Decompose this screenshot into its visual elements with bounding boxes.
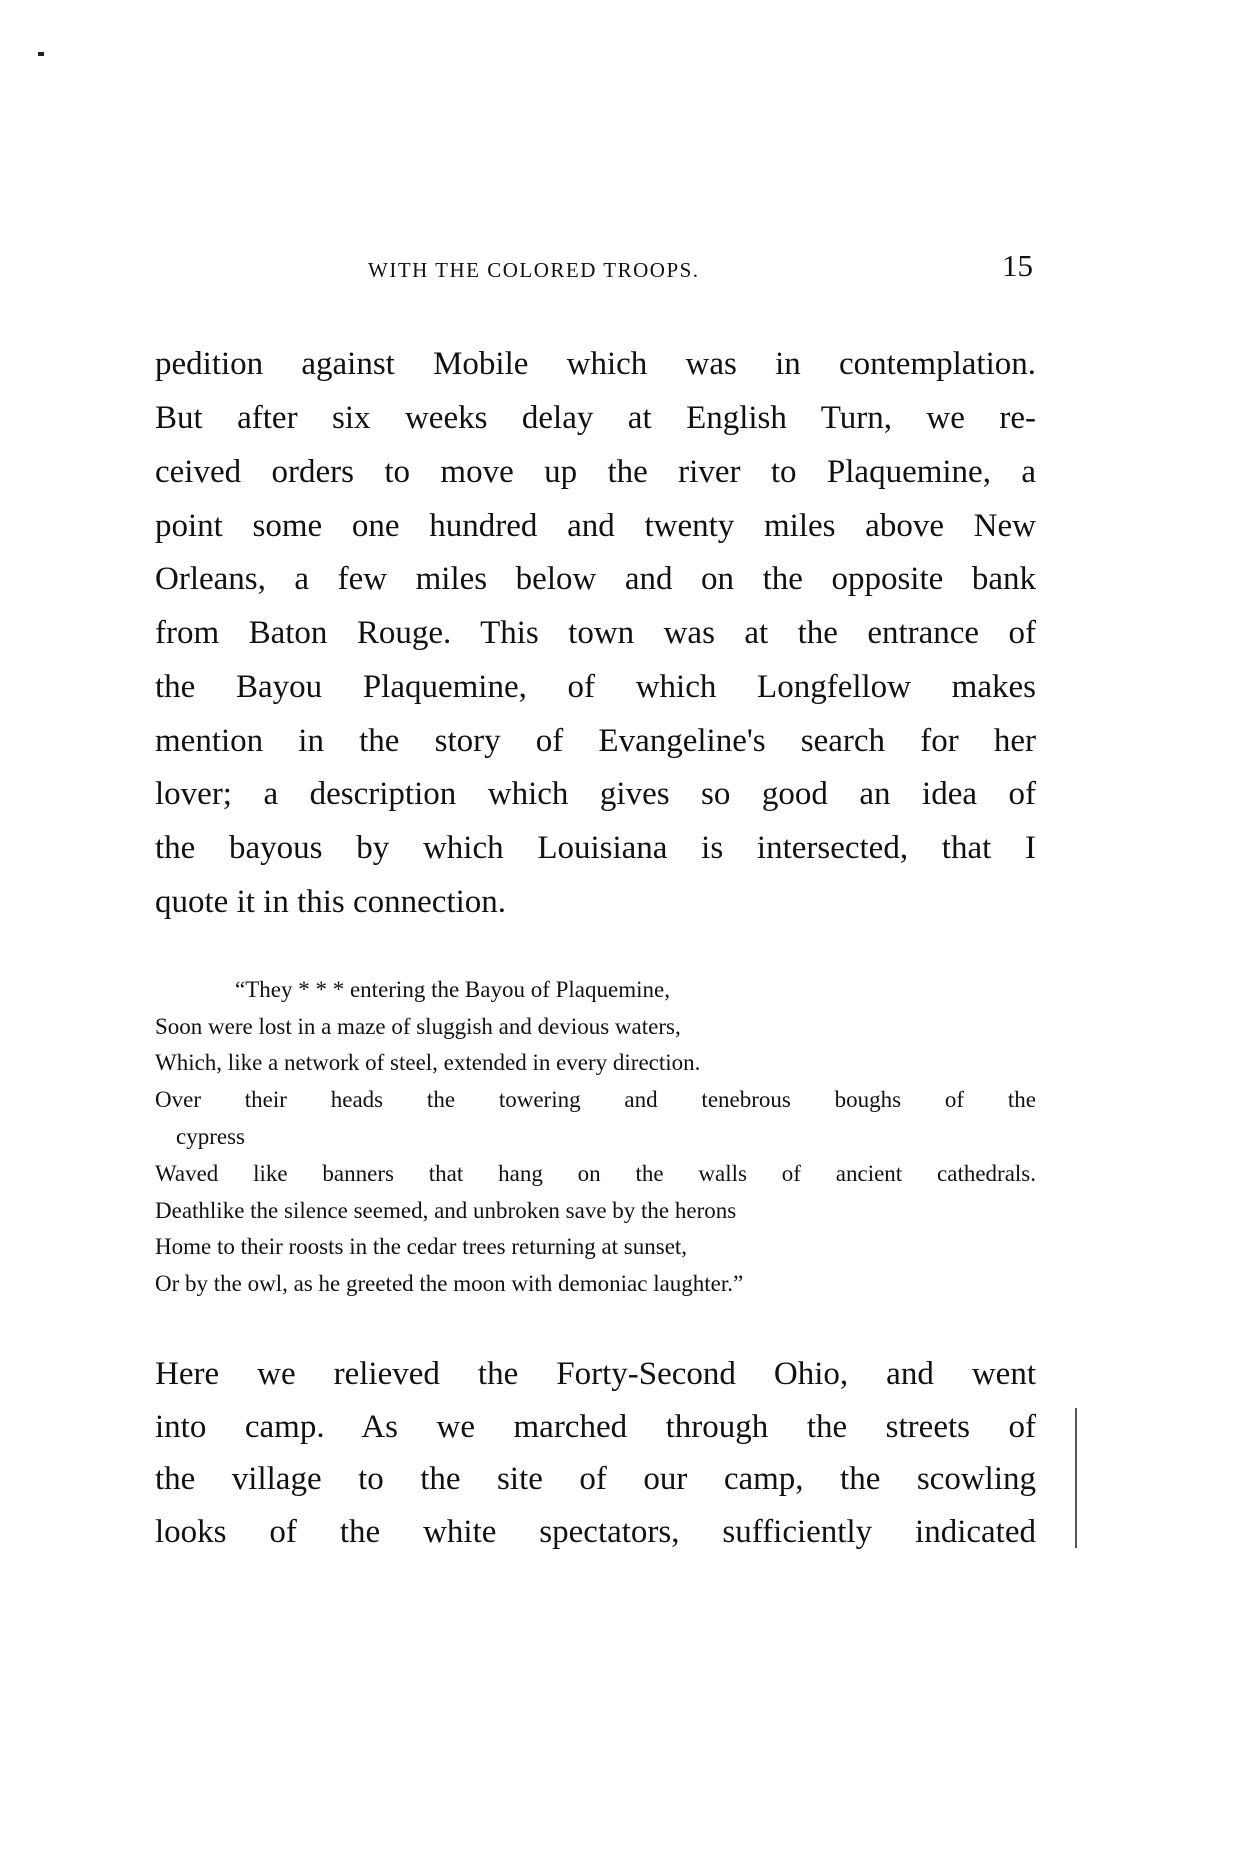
page-number: 15 (1002, 248, 1033, 283)
text-line: quote it in this connection. (155, 884, 507, 920)
poem-line: Soon were lost in a maze of sluggish and devious waters, (155, 1014, 681, 1039)
poem-line: Waved like banners that hang on the walls of ancient cathedrals. (155, 1161, 1036, 1186)
text-line: looks of the white spectators, sufficiently indicated (155, 1514, 1036, 1550)
scan-speck (38, 52, 44, 56)
text-line: ceived orders to move up the river to Plaquemine, a (155, 454, 1036, 490)
running-title: WITH THE COLORED TROOPS. (368, 258, 700, 282)
text-line: Orleans, a few miles below and on the opposite bank (155, 561, 1036, 597)
text-line: point some one hundred and twenty miles above New (155, 508, 1036, 544)
scan-margin-line (1075, 1408, 1077, 1548)
text-line: pedition against Mobile which was in contemplation. (155, 346, 1036, 382)
poem-line: Home to their roosts in the cedar trees returning at sunset, (155, 1234, 688, 1259)
poem-line: Which, like a network of steel, extended in every direction. (155, 1050, 701, 1075)
poem-line: “They * * * entering the Bayou of Plaquemine, (235, 977, 670, 1002)
text-line: Here we relieved the Forty-Second Ohio, and went (155, 1356, 1036, 1392)
text-line: But after six weeks delay at English Turn, we re- (155, 400, 1036, 436)
text-line: lover; a description which gives so good an idea of (155, 776, 1036, 812)
text-line: mention in the story of Evangeline's search for her (155, 723, 1036, 759)
poem-line: Over their heads the towering and tenebrous boughs of the (155, 1087, 1036, 1112)
text-line: the village to the site of our camp, the scowling (155, 1461, 1036, 1497)
poem-line: cypress (176, 1124, 245, 1149)
text-line: the Bayou Plaquemine, of which Longfellow makes (155, 669, 1036, 705)
text-line: from Baton Rouge. This town was at the entrance of (155, 615, 1036, 651)
text-line: into camp. As we marched through the streets of (155, 1409, 1036, 1445)
poem-line: Deathlike the silence seemed, and unbroken save by the herons (155, 1198, 737, 1223)
poem-line: Or by the owl, as he greeted the moon with demoniac laughter.” (155, 1271, 744, 1296)
text-line: the bayous by which Louisiana is intersected, that I (155, 830, 1036, 866)
